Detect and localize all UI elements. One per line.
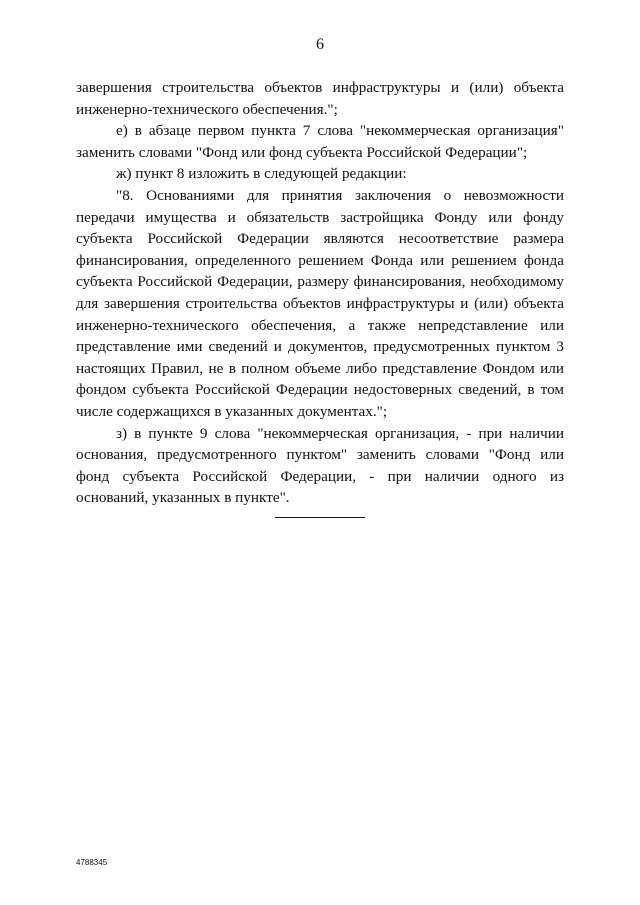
paragraph-point-8: "8. Основаниями для принятия заключения о невозможности передачи имущества и обязательств застройщика Фонду или фонду субъекта Российской Федерации являются несоответствие размера финансирования, определенного решением Фонда или решением фонда субъекта Российской Федерации, размеру финансирования, необходимому для завершения строительства объектов инфраструктуры и (или) объекта инженерно-технического обеспечения, а также непредставление или представление ими сведений и документов, предусмотренных пунктом 3 настоящих Правил, не в полном объеме либо представление Фондом или фондом субъекта Российской Федерации недостоверных сведений, в том числе содержащихся в указанных документах."; <box>76 186 564 420</box>
document-code: 4788345 <box>76 858 108 867</box>
end-separator-line <box>275 517 365 518</box>
paragraph-item-zh: ж) пункт 8 изложить в следующей редакции: <box>116 165 407 183</box>
paragraph-item-z: з) в пункте 9 слова "некоммерческая организация, - при наличии основания, предусмотренного пунктом" заменить словами "Фонд или фонд субъекта Российской Федерации, - при наличии одного из оснований, указанных в пункте". <box>76 424 564 507</box>
document-body <box>76 77 564 509</box>
paragraph-continuation: завершения строительства объектов инфраструктуры и (или) объекта инженерно-технического обеспечения."; <box>76 79 564 118</box>
page-number: 6 <box>316 36 324 53</box>
paragraph-item-e: е) в абзаце первом пункта 7 слова "некоммерческая организация" заменить словами "Фонд или фонд субъекта Российской Федерации"; <box>76 122 564 161</box>
